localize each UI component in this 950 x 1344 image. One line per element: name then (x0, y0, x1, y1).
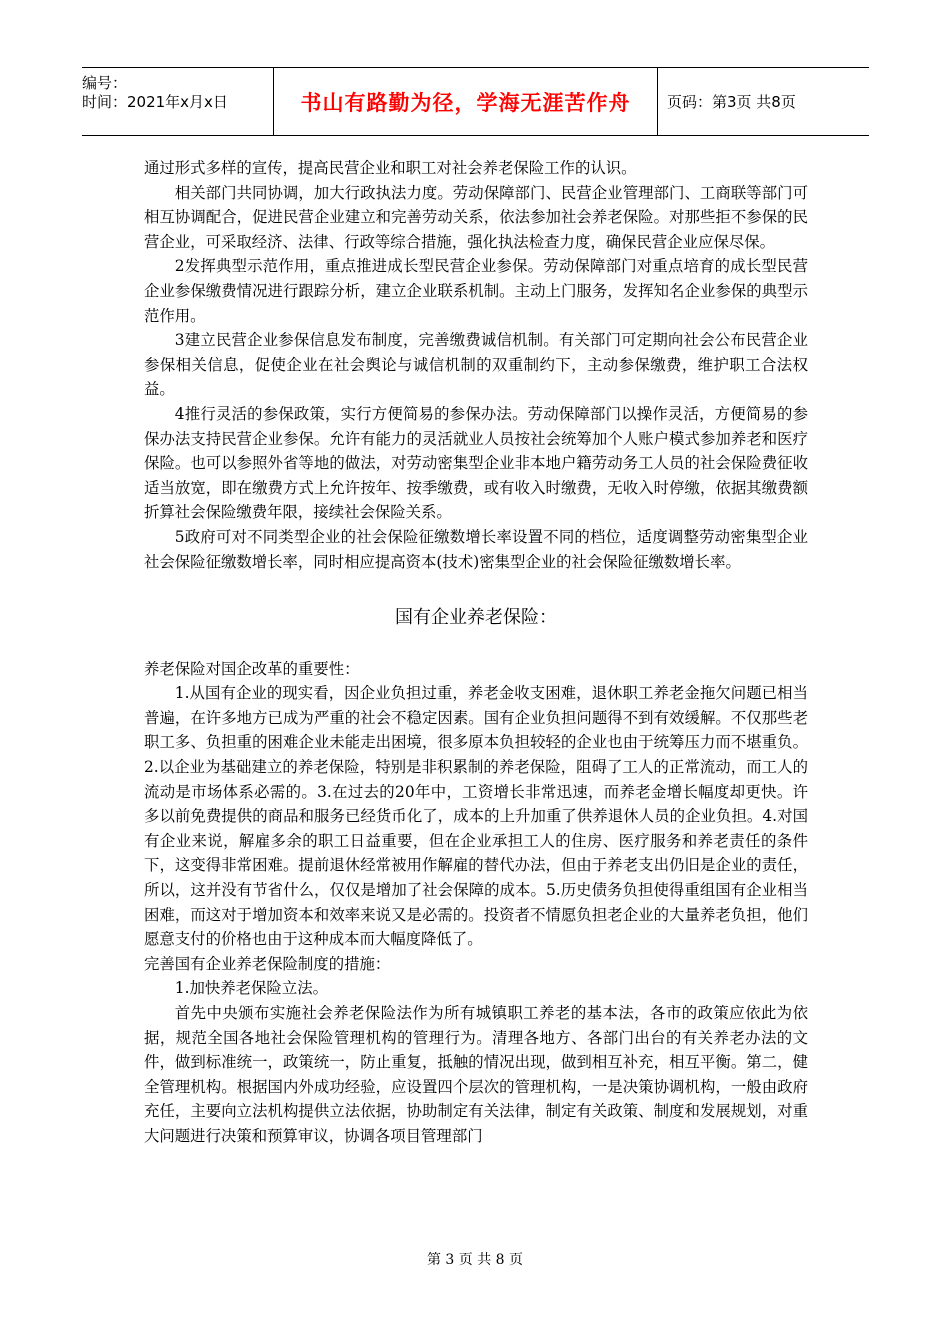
paragraph: 2发挥典型示范作用，重点推进成长型民营企业参保。劳动保障部门对重点培育的成长型民营企业参保缴费情况进行跟踪分析，建立企业联系机制。主动上门服务，发挥知名企业参保的典型示范作用。 (144, 257, 808, 325)
paragraph: 4推行灵活的参保政策，实行方便简易的参保办法。劳动保障部门以操作灵活，方便简易的参保办法支持民营企业参保。允许有能力的灵活就业人员按社会统筹加个人账户模式参加养老和医疗保险。也可以参照外省等地的做法，对劳动密集型企业非本地户籍劳动务工人员的社会保险费征收适当放宽，即在缴费方式上允许按年、按季缴费，或有收入时缴费，无收入时停缴，依据其缴费额折算社会保险缴费年限，接续社会保险关系。 (144, 404, 808, 522)
list-item: 1.加快养老保险立法。 (174, 979, 328, 998)
paragraph: 1.从国有企业的现实看，因企业负担过重，养老金收支困难，退休职工养老金拖欠问题已相当普遍，在许多地方已成为严重的社会不稳定因素。国有企业负担问题得不到有效缓解。不仅那些老职工多、负担重的困难企业未能走出困境，很多原本负担较轻的企业也由于统筹压力而不堪重负。2.以企业为基础建立的养老保险，特别是非积累制的养老保险，阻碍了工人的正常流动，而工人的流动是市场体系必需的。3.在过去的20年中，工资增长非常迅速，而养老金增长幅度却更快。许多以前免费提供的商品和服务已经货币化了，成本的上升加重了供养退休人员的企业负担。4.对国有企业来说，解雇多余的职工日益重要，但在企业承担工人的住房、医疗服务和养老责任的条件下，这变得非常困难。提前退休经常被用作解雇的替代办法，但由于养老支出仍旧是企业的责任，所以，这并没有节省什么，仅仅是增加了社会保障的成本。5.历史债务负担使得重组国有企业相当困难，而这对于增加资本和效率来说又是必需的。投资者不情愿负担老企业的大量养老负担，他们愿意支付的价格也由于这种成本而大幅度降低了。 (144, 684, 808, 949)
section-title: 国有企业养老保险： (395, 607, 557, 629)
paragraph: 5政府可对不同类型企业的社会保险征缴数增长率设置不同的档位，适度调整劳动密集型企业社会保险征缴数增长率，同时相应提高资本(技术)密集型企业的社会保险征缴数增长率。 (144, 527, 808, 571)
page-header (82, 67, 869, 136)
header-page-code: 页码：第3页 共8页 (667, 93, 796, 111)
page-footer: 第 3 页 共 8 页 (426, 1252, 524, 1268)
header-motto: 书山有路勤为径，学海无涯苦作舟 (274, 68, 658, 135)
subheading: 养老保险对国企改革的重要性： (144, 659, 360, 678)
document-body (144, 156, 808, 1149)
paragraph: 3建立民营企业参保信息发布制度，完善缴费诚信机制。有关部门可定期向社会公布民营企业参保相关信息，促使企业在社会舆论与诚信机制的双重制约下，主动参保缴费，维护职工合法权益。 (144, 331, 808, 399)
paragraph: 相关部门共同协调，加大行政执法力度。劳动保障部门、民营企业管理部门、工商联等部门可相互协调配合，促进民营企业建立和完善劳动关系，依法参加社会养老保险。对那些拒不参保的民营企业，可采取经济、法律、行政等综合措施，强化执法检查力度，确保民营企业应保尽保。 (144, 183, 808, 251)
number-label: 编号： (82, 74, 128, 92)
time-label: 时间：2021年x月x日 (82, 93, 228, 111)
subheading: 完善国有企业养老保险制度的措施： (144, 954, 391, 973)
paragraph: 首先中央颁布实施社会养老保险法作为所有城镇职工养老的基本法，各市的政策应依此为依据，规范全国各地社会保险管理机构的管理行为。清理各地方、各部门出台的有关养老办法的文件，做到标准统一，政策统一，防止重复，抵触的情况出现，做到相互补充，相互平衡。第二，健全管理机构。根据国内外成功经验，应设置四个层次的管理机构，一是决策协调机构，一般由政府充任，主要向立法机构提供立法依据，协助制定有关法律，制定有关政策、制度和发展规划，对重大问题进行决策和预算审议，协调各项目管理部门 (144, 1004, 808, 1145)
paragraph: 通过形式多样的宣传，提高民营企业和职工对社会养老保险工作的认识。 (144, 159, 637, 177)
header-meta (82, 68, 274, 135)
